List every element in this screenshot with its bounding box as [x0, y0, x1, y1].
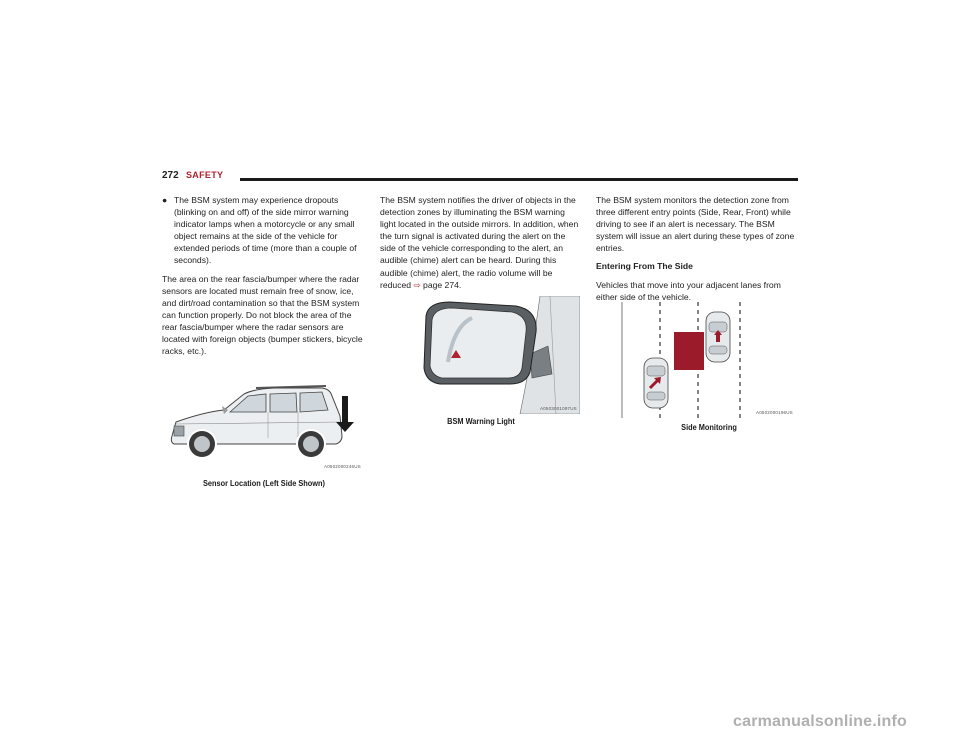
section-title: SAFETY: [186, 170, 224, 180]
page-ref-arrow-icon: ⇨: [413, 279, 421, 290]
column-1: [162, 194, 364, 363]
page-number: 272: [162, 170, 179, 181]
bsm-notify-paragraph: [380, 194, 582, 291]
page-reference-link[interactable]: page 274.: [423, 279, 462, 290]
figure-caption: Sensor Location (Left Side Shown): [202, 478, 326, 488]
figure-code: A0502000246US: [324, 464, 361, 469]
bullet-text: The BSM system may experience dropouts (blinking on and off) of the side mirror warning indicator lamps when a motorcycle or any small object remains at the side of the vehicle for extended periods of time (more than a couple of seconds).: [174, 195, 357, 266]
suv-illustration: [164, 372, 364, 476]
side-entry-paragraph: Vehicles that move into your adjacent lanes from either side of the vehicle.: [596, 279, 781, 302]
figure-code: A0503001097US: [540, 406, 577, 411]
bullet-item: [162, 194, 364, 267]
bsm-notify-text: The BSM system notifies the driver of objects in the detection zones by illuminating the BSM warning light located in the outside mirrors. In addition, when the turn signal is activated during the alert on the side of the vehicle corresponding to the alert, an audible (chime) alert can be heard. During this audible (chime) alert, the radio volume will be reduced: [380, 195, 579, 290]
zone-monitor-paragraph: The BSM system monitors the detection zone from three different entry points (Side, Rear, Front) while driving to see if an alert is necessary. The BSM system will issue an alert during these types of zone entries.: [596, 195, 795, 254]
sensor-paragraph: The area on the rear fascia/bumper where the radar sensors are located must remain free of snow, ice, and dirt/road contamination so that the BSM system can function properly. Do not block the area of the rear fascia/bumper where the radar sensors are located with foreign objects (bumper stickers, bicycle racks, etc.).: [162, 273, 363, 357]
page-header: [162, 170, 798, 184]
sensor-location-figure: [164, 372, 364, 476]
mirror-illustration: [420, 296, 580, 414]
column-3: [596, 194, 798, 309]
figure-caption: BSM Warning Light: [447, 416, 515, 426]
watermark: carmanualsonline.info: [733, 713, 908, 730]
side-monitoring-figure: [620, 302, 798, 418]
column-2: [380, 194, 582, 297]
subheading: Entering From The Side: [596, 261, 693, 272]
bsm-warning-light-figure: [420, 296, 580, 414]
lane-diagram: [620, 302, 798, 418]
header-rule: [240, 178, 798, 181]
figure-caption: Side Monitoring: [681, 422, 737, 432]
bullet-icon: ●: [162, 195, 168, 205]
figure-code: A0502000196US: [756, 410, 793, 415]
